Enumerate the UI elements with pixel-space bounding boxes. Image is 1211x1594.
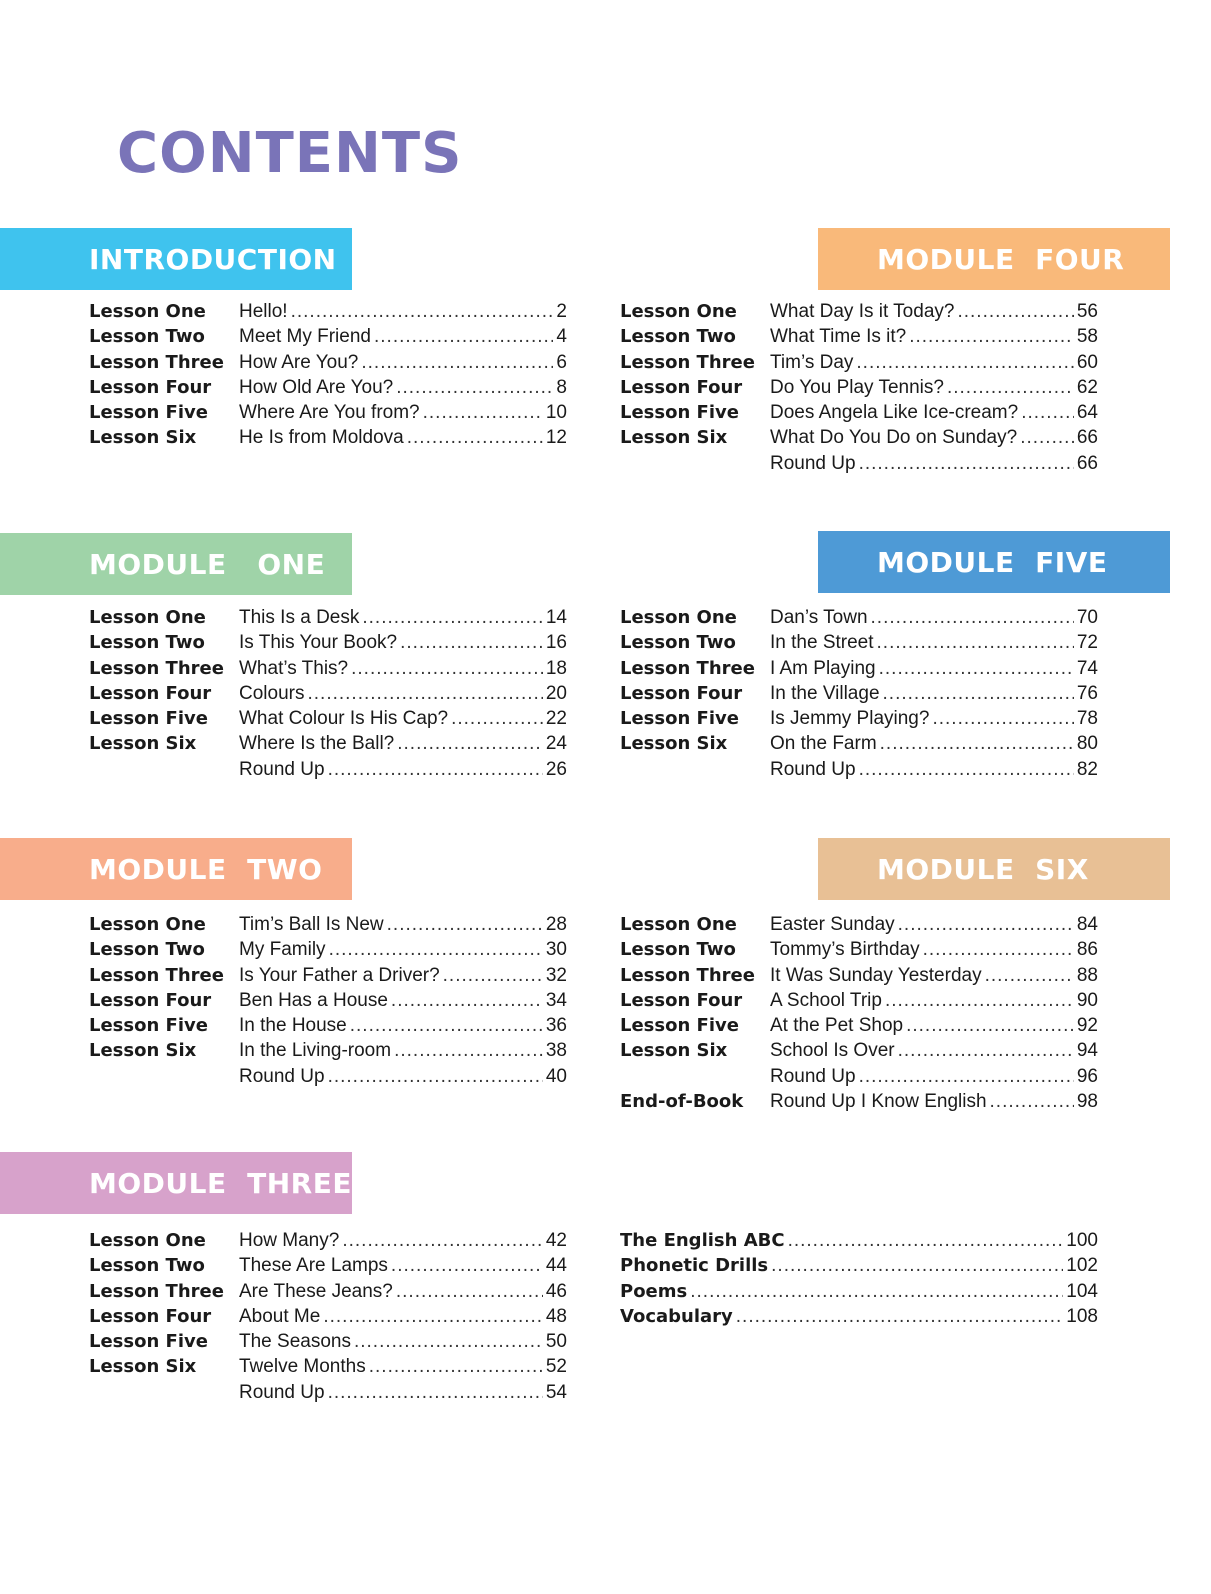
dot-leader	[291, 299, 554, 324]
toc-entry[interactable]	[620, 1089, 1098, 1114]
page-number: 26	[545, 758, 567, 780]
page-number: 56	[1076, 301, 1098, 322]
page-number: 92	[1076, 1015, 1098, 1037]
lesson-label: Lesson Four	[620, 989, 743, 1011]
page-number: 34	[545, 989, 567, 1011]
toc-entry[interactable]	[620, 375, 1098, 400]
page-number: 6	[556, 351, 567, 373]
module-two-entry-list	[89, 912, 567, 1089]
dot-leader	[885, 988, 1074, 1013]
dot-leader	[387, 912, 543, 937]
module-four-entry-list	[620, 299, 1098, 476]
toc-entry[interactable]	[620, 988, 1098, 1013]
toc-entry[interactable]	[89, 937, 567, 962]
dot-leader	[877, 630, 1074, 655]
dot-leader	[859, 757, 1074, 782]
toc-entry[interactable]	[89, 630, 567, 655]
toc-entry[interactable]	[620, 1064, 1098, 1089]
dot-leader	[923, 937, 1074, 962]
lesson-title: Round Up	[770, 1065, 856, 1087]
lesson-label: Lesson Two	[620, 326, 736, 348]
dot-leader	[883, 681, 1074, 706]
toc-entry[interactable]	[89, 1064, 567, 1089]
module-one-entry-list	[89, 605, 567, 782]
lesson-label: Lesson One	[89, 301, 206, 322]
toc-entry[interactable]	[89, 1304, 567, 1329]
lesson-title: At the Pet Shop	[770, 1015, 904, 1037]
page-number: 86	[1076, 939, 1098, 961]
toc-entry[interactable]	[620, 937, 1098, 962]
lesson-label: Lesson Three	[89, 964, 224, 986]
dot-leader	[771, 1253, 1063, 1278]
dot-leader	[374, 324, 553, 349]
lesson-label: Lesson Three	[89, 657, 224, 679]
introduction-heading-band: INTRODUCTION	[0, 228, 352, 290]
toc-entry[interactable]	[89, 656, 567, 681]
page-number: 66	[1076, 427, 1098, 449]
dot-leader	[1021, 400, 1074, 425]
lesson-label: Lesson One	[89, 914, 206, 935]
dot-leader	[361, 350, 553, 375]
dot-leader	[788, 1228, 1064, 1253]
toc-entry[interactable]	[620, 350, 1098, 375]
lesson-label: Lesson Five	[89, 1331, 208, 1353]
lesson-title: Is Your Father a Driver?	[239, 964, 440, 986]
lesson-label: Lesson Three	[620, 351, 755, 373]
lesson-label: Lesson Two	[620, 939, 736, 961]
module-four-heading-band: MODULE FOUR	[818, 228, 1170, 290]
dot-leader	[328, 1064, 543, 1089]
dot-leader	[396, 375, 553, 400]
page-number: 16	[545, 632, 567, 654]
dot-leader	[871, 605, 1074, 630]
toc-entry[interactable]	[89, 1013, 567, 1038]
page-number: 2	[556, 301, 567, 322]
page-number: 4	[556, 326, 567, 348]
lesson-label: Lesson One	[89, 607, 206, 628]
toc-entry[interactable]	[89, 425, 567, 450]
lesson-title: My Family	[239, 939, 326, 961]
toc-entry[interactable]	[620, 656, 1098, 681]
lesson-title: In the House	[239, 1015, 347, 1037]
toc-entry[interactable]	[620, 425, 1098, 450]
dot-leader	[328, 1380, 543, 1405]
page-number: 60	[1076, 351, 1098, 373]
page-number: 24	[545, 733, 567, 755]
page-number: 14	[545, 607, 567, 628]
lesson-title: Round Up	[239, 1065, 325, 1087]
lesson-title: Does Angela Like Ice-cream?	[770, 402, 1019, 424]
lesson-title: What’s This?	[239, 657, 349, 679]
lesson-label: Lesson Four	[620, 682, 743, 704]
dot-leader	[307, 681, 542, 706]
lesson-title: Is This Your Book?	[239, 632, 398, 654]
lesson-title: Tim’s Ball Is New	[239, 914, 384, 935]
page-title: CONTENTS	[117, 121, 463, 186]
page-number: 46	[545, 1280, 567, 1302]
toc-entry[interactable]	[89, 605, 567, 630]
toc-entry[interactable]	[620, 912, 1098, 937]
dot-leader	[859, 451, 1074, 476]
dot-leader	[1020, 425, 1074, 450]
dot-leader	[400, 630, 543, 655]
lesson-label: Lesson Three	[620, 964, 755, 986]
lesson-title: How Many?	[239, 1230, 340, 1251]
lesson-title: Where Are You from?	[239, 402, 420, 424]
dot-leader	[391, 988, 543, 1013]
lesson-label: Lesson Six	[620, 733, 728, 755]
toc-entry[interactable]	[89, 1253, 567, 1278]
page-number: 44	[545, 1255, 567, 1277]
dot-leader	[329, 937, 543, 962]
dot-leader	[859, 1064, 1074, 1089]
toc-entry[interactable]	[620, 1279, 1098, 1304]
dot-leader	[880, 731, 1074, 756]
lesson-label: Lesson Six	[89, 1040, 197, 1062]
page-number: 52	[545, 1356, 567, 1378]
toc-entry[interactable]	[620, 1304, 1098, 1329]
lesson-label: Lesson One	[620, 914, 737, 935]
lesson-title: What Colour Is His Cap?	[239, 708, 449, 730]
dot-leader	[351, 656, 543, 681]
lesson-title: Where Is the Ball?	[239, 733, 395, 755]
page-number: 62	[1076, 376, 1098, 398]
dot-leader	[898, 912, 1074, 937]
lesson-title: Easter Sunday	[770, 914, 895, 935]
toc-entry[interactable]	[89, 757, 567, 782]
lesson-title: Dan’s Town	[770, 607, 868, 628]
lesson-title: In the Living-room	[239, 1040, 392, 1062]
introduction-entry-list	[89, 299, 567, 451]
lesson-title: Twelve Months	[239, 1356, 366, 1378]
lesson-title: Colours	[239, 682, 305, 704]
page-number: 66	[1076, 452, 1098, 474]
page-number: 74	[1076, 657, 1098, 679]
module-three-entry-list	[89, 1228, 567, 1405]
lesson-title: On the Farm	[770, 733, 877, 755]
toc-entry[interactable]	[620, 451, 1098, 476]
toc-entry[interactable]	[620, 963, 1098, 988]
lesson-label: Lesson One	[89, 1230, 206, 1251]
toc-entry[interactable]	[89, 1380, 567, 1405]
dot-leader	[990, 1089, 1074, 1114]
page-number: 28	[545, 914, 567, 935]
toc-entry[interactable]	[620, 630, 1098, 655]
page-number: 70	[1076, 607, 1098, 628]
dot-leader	[423, 400, 543, 425]
page-number: 104	[1066, 1280, 1098, 1302]
dot-leader	[342, 1228, 543, 1253]
page-number: 84	[1076, 914, 1098, 935]
lesson-label: End-of-Book	[620, 1091, 744, 1113]
page-number: 102	[1066, 1255, 1098, 1277]
page-number: 76	[1076, 682, 1098, 704]
lesson-title: Round Up	[239, 1381, 325, 1403]
toc-entry[interactable]	[89, 324, 567, 349]
dot-leader	[350, 1013, 543, 1038]
module-five-entry-list	[620, 605, 1098, 782]
page-number: 32	[545, 964, 567, 986]
dot-leader	[396, 1279, 543, 1304]
toc-entry[interactable]	[89, 681, 567, 706]
toc-entry[interactable]	[89, 912, 567, 937]
dot-leader	[451, 706, 543, 731]
module-six-entry-list	[620, 912, 1098, 1114]
lesson-label: Lesson Two	[89, 326, 205, 348]
toc-entry[interactable]	[89, 988, 567, 1013]
toc-entry[interactable]	[89, 375, 567, 400]
lesson-title: Round Up	[770, 452, 856, 474]
lesson-label: Lesson Two	[89, 632, 205, 654]
lesson-title: I Am Playing	[770, 657, 876, 679]
toc-entry[interactable]	[620, 1038, 1098, 1063]
lesson-title: What Time Is it?	[770, 326, 907, 348]
page-number: 90	[1076, 989, 1098, 1011]
toc-entry[interactable]	[89, 1038, 567, 1063]
lesson-label: Lesson One	[620, 301, 737, 322]
lesson-label: Lesson Six	[89, 1356, 197, 1378]
appendix-title: Vocabulary	[620, 1305, 733, 1327]
lesson-title: In the Village	[770, 682, 880, 704]
lesson-title: Meet My Friend	[239, 326, 371, 348]
lesson-title: About Me	[239, 1305, 321, 1327]
lesson-title: Ben Has a House	[239, 989, 388, 1011]
dot-leader	[323, 1304, 543, 1329]
page-number: 72	[1076, 632, 1098, 654]
page-number: 54	[545, 1381, 567, 1403]
toc-entry[interactable]	[89, 1279, 567, 1304]
lesson-title: Hello!	[239, 301, 288, 322]
toc-entry[interactable]	[89, 963, 567, 988]
lesson-title: Tommy’s Birthday	[770, 939, 920, 961]
lesson-label: Lesson Three	[89, 351, 224, 373]
toc-entry[interactable]	[620, 1253, 1098, 1278]
appendix-title: Poems	[620, 1280, 688, 1302]
lesson-title: These Are Lamps	[239, 1255, 388, 1277]
module-six-heading-band: MODULE SIX	[818, 838, 1170, 900]
lesson-title: It Was Sunday Yesterday	[770, 964, 982, 986]
page-number: 40	[545, 1065, 567, 1087]
page-number: 78	[1076, 708, 1098, 730]
toc-entry[interactable]	[620, 324, 1098, 349]
lesson-title: Round Up	[239, 758, 325, 780]
dot-leader	[394, 1038, 543, 1063]
lesson-title: A School Trip	[770, 989, 882, 1011]
lesson-title: Round Up I Know English	[770, 1091, 987, 1113]
dot-leader	[957, 299, 1073, 324]
lesson-title: How Are You?	[239, 351, 359, 373]
toc-entry[interactable]	[89, 706, 567, 731]
lesson-label: Lesson Five	[89, 402, 208, 424]
toc-entry[interactable]	[89, 1354, 567, 1379]
page-number: 88	[1076, 964, 1098, 986]
dot-leader	[328, 757, 543, 782]
lesson-title: The Seasons	[239, 1331, 351, 1353]
lesson-label: Lesson Two	[620, 632, 736, 654]
lesson-title: How Old Are You?	[239, 376, 394, 398]
toc-entry[interactable]	[89, 1329, 567, 1354]
dot-leader	[947, 375, 1074, 400]
page-number: 12	[545, 427, 567, 449]
dot-leader	[369, 1354, 543, 1379]
page-number: 50	[545, 1331, 567, 1353]
lesson-label: Lesson Four	[620, 376, 743, 398]
appendix-title: Phonetic Drills	[620, 1255, 769, 1277]
module-three-heading-band: MODULE THREE	[0, 1152, 352, 1214]
lesson-title: He Is from Moldova	[239, 427, 404, 449]
lesson-title: Do You Play Tennis?	[770, 376, 944, 398]
toc-entry[interactable]	[89, 1228, 567, 1253]
page-number: 8	[556, 376, 567, 398]
page-number: 36	[545, 1015, 567, 1037]
lesson-label: Lesson Four	[89, 1305, 212, 1327]
lesson-title: Are These Jeans?	[239, 1280, 393, 1302]
page-number: 48	[545, 1305, 567, 1327]
lesson-label: Lesson Six	[620, 1040, 728, 1062]
page-number: 82	[1076, 758, 1098, 780]
toc-entry[interactable]	[89, 350, 567, 375]
lesson-label: Lesson Five	[620, 402, 739, 424]
dot-leader	[362, 605, 542, 630]
toc-entry[interactable]	[620, 1228, 1098, 1253]
page-number: 58	[1076, 326, 1098, 348]
page-number: 108	[1066, 1305, 1098, 1327]
lesson-label: Lesson Four	[89, 376, 212, 398]
dot-leader	[879, 656, 1074, 681]
lesson-label: Lesson Three	[89, 1280, 224, 1302]
lesson-label: Lesson Three	[620, 657, 755, 679]
lesson-title: Tim’s Day	[770, 351, 854, 373]
dot-leader	[443, 963, 543, 988]
toc-entry[interactable]	[620, 400, 1098, 425]
page-number: 96	[1076, 1065, 1098, 1087]
page-number: 20	[545, 682, 567, 704]
page-number: 94	[1076, 1040, 1098, 1062]
page-number: 42	[545, 1230, 567, 1251]
page-number: 64	[1076, 402, 1098, 424]
appendix-entry-list	[620, 1228, 1098, 1329]
toc-entry[interactable]	[89, 731, 567, 756]
lesson-label: Lesson Two	[89, 939, 205, 961]
dot-leader	[985, 963, 1074, 988]
toc-entry[interactable]	[620, 1013, 1098, 1038]
toc-entry[interactable]	[620, 681, 1098, 706]
toc-entry[interactable]	[620, 731, 1098, 756]
lesson-label: Lesson Four	[89, 682, 212, 704]
dot-leader	[909, 324, 1074, 349]
page-number: 30	[545, 939, 567, 961]
dot-leader	[736, 1304, 1064, 1329]
dot-leader	[856, 350, 1073, 375]
appendix-title: The English ABC	[620, 1230, 785, 1251]
lesson-label: Lesson One	[620, 607, 737, 628]
lesson-label: Lesson Four	[89, 989, 212, 1011]
page-number: 100	[1066, 1230, 1098, 1251]
page-number: 10	[545, 402, 567, 424]
page-number: 98	[1076, 1091, 1098, 1113]
lesson-label: Lesson Five	[89, 708, 208, 730]
dot-leader	[932, 706, 1073, 731]
lesson-title: Is Jemmy Playing?	[770, 708, 930, 730]
lesson-label: Lesson Five	[620, 708, 739, 730]
lesson-label: Lesson Six	[89, 733, 197, 755]
toc-entry[interactable]	[89, 299, 567, 324]
lesson-title: What Do You Do on Sunday?	[770, 427, 1018, 449]
dot-leader	[690, 1279, 1063, 1304]
toc-entry[interactable]	[620, 299, 1098, 324]
page-number: 80	[1076, 733, 1098, 755]
page-number: 18	[545, 657, 567, 679]
lesson-title: What Day Is it Today?	[770, 301, 955, 322]
dot-leader	[397, 731, 543, 756]
toc-entry[interactable]	[89, 400, 567, 425]
lesson-title: Round Up	[770, 758, 856, 780]
lesson-label: Lesson Six	[89, 427, 197, 449]
toc-entry[interactable]	[620, 706, 1098, 731]
lesson-label: Lesson Five	[620, 1015, 739, 1037]
module-five-heading-band: MODULE FIVE	[818, 531, 1170, 593]
dot-leader	[354, 1329, 543, 1354]
toc-entry[interactable]	[620, 757, 1098, 782]
module-one-heading-band: MODULE ONE	[0, 533, 352, 595]
lesson-label: Lesson Six	[620, 427, 728, 449]
lesson-title: In the Street	[770, 632, 874, 654]
lesson-label: Lesson Five	[89, 1015, 208, 1037]
page-number: 38	[545, 1040, 567, 1062]
lesson-label: Lesson Two	[89, 1255, 205, 1277]
module-two-heading-band: MODULE TWO	[0, 838, 352, 900]
page-number: 22	[545, 708, 567, 730]
lesson-title: This Is a Desk	[239, 607, 360, 628]
dot-leader	[391, 1253, 543, 1278]
dot-leader	[407, 425, 543, 450]
dot-leader	[898, 1038, 1074, 1063]
lesson-title: School Is Over	[770, 1040, 895, 1062]
toc-entry[interactable]	[620, 605, 1098, 630]
dot-leader	[906, 1013, 1074, 1038]
